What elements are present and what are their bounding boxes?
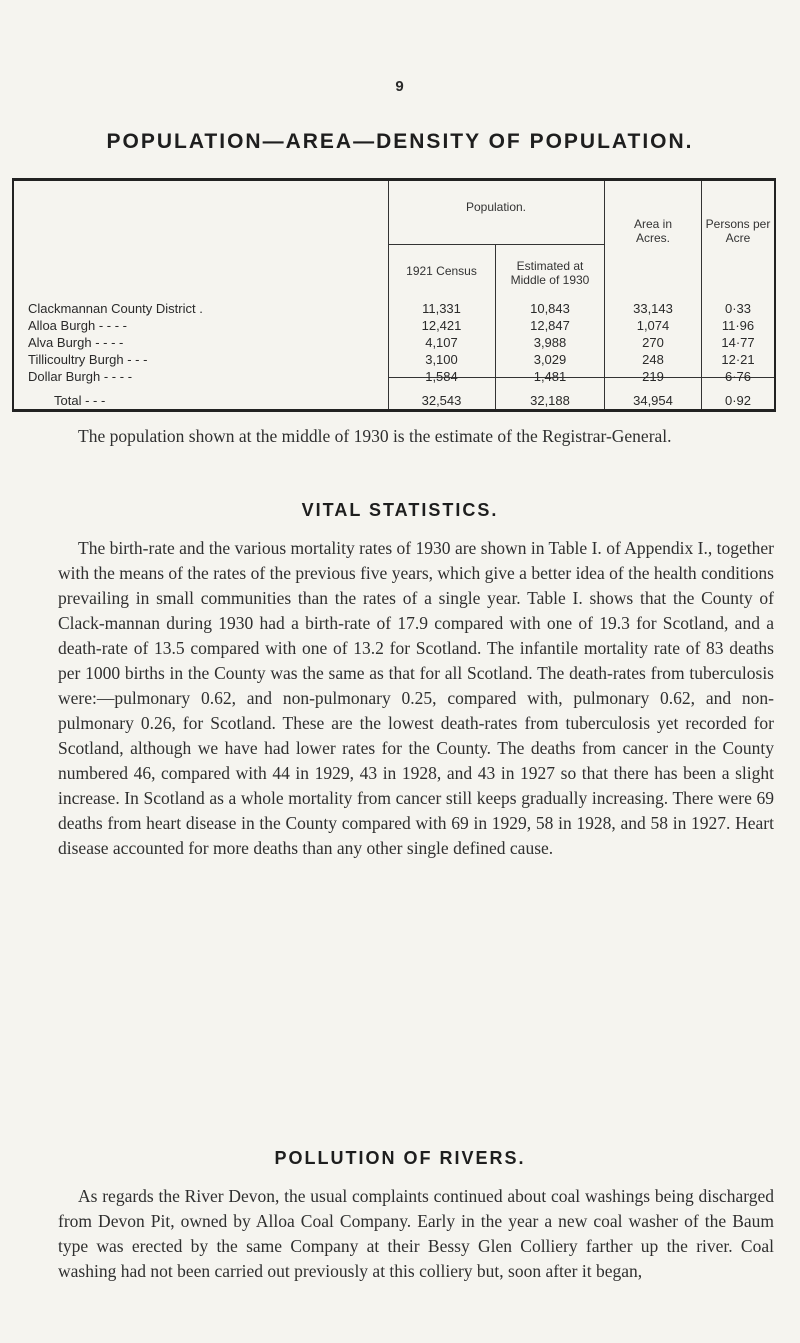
cell-estimated: 12,847 [530, 318, 570, 333]
cell-density: 11·96 [721, 318, 755, 333]
header-estimated-line1: Estimated at [516, 259, 584, 273]
cell-density: 6·76 [724, 369, 752, 384]
header-density-line2: Acre [725, 231, 751, 245]
total-estimated: 32,188 [530, 393, 570, 408]
cell-density: 0·33 [724, 301, 752, 316]
registrar-note: The population shown at the middle of 1930 is the estimate of the Registrar-General. [78, 426, 672, 446]
row-label: Alloa Burgh - - - - [28, 318, 127, 333]
row-label: Dollar Burgh - - - - [28, 369, 133, 384]
header-area-line2: Acres. [635, 231, 670, 245]
header-area-line1: Area in [633, 217, 673, 231]
vital-statistics-paragraph: The birth-rate and the various mortality rates of 1930 are shown in Table I. of Appendix I., together with the means of the rates of the previous five years, which give a better idea of the health conditions prevailing in small communities than the rates of a single year. Table I. shows that the County of Clack-mannan during 1930 had a birth-rate of 17.9 compared with one of 19.3 for Scotland, and a death-rate of 13.5 compared with one of 13.2 for Scotland. The infantile mortality rate of 83 deaths per 1000 births in the County was the same as that for all Scotland. The death-rates from tuberculosis were:—pulmonary 0.62, and non-pulmonary 0.25, compared with, pulmonary 0.62, and non-pulmonary 0.26, for Scotland. These are the lowest death-rates from tuberculosis yet recorded for Scotland, although we have had lower rates for the County. The deaths from cancer in the County numbered 46, compared with 44 in 1929, 43 in 1928, and 43 in 1927 so that there has been a slight increase. In Scotland as a whole mortality from cancer still keeps gradually increasing. There were 69 deaths from heart disease in the County compared with 69 in 1929, 58 in 1928, and 58 in 1927. Heart disease accounted for more deaths than any other single defined cause. [58, 538, 774, 858]
total-density: 0·92 [724, 393, 752, 408]
cell-estimated: 1,481 [533, 369, 567, 384]
cell-estimated: 3,029 [533, 352, 567, 367]
header-estimated-line2: Middle of 1930 [510, 273, 590, 287]
cell-census: 12,421 [421, 318, 462, 333]
cell-density: 14·77 [721, 335, 755, 350]
cell-census: 3,100 [425, 352, 458, 367]
header-density-line1: Persons per [705, 217, 771, 231]
row-label: Alva Burgh - - - - [28, 335, 124, 350]
total-area: 34,954 [633, 393, 673, 408]
header-census: 1921 Census [406, 264, 477, 278]
cell-area: 248 [642, 352, 664, 367]
cell-area: 1,074 [636, 318, 670, 333]
cell-estimated: 3,988 [533, 335, 567, 350]
cell-area: 219 [642, 369, 664, 384]
header-estimated [496, 259, 604, 287]
total-census: 32,543 [421, 393, 462, 408]
header-population: Population. [465, 200, 527, 214]
table-rule [388, 244, 604, 245]
cell-census: 11,331 [422, 301, 461, 316]
header-area [605, 217, 701, 245]
cell-area: 33,143 [633, 301, 673, 316]
header-density [702, 217, 774, 245]
cell-census: 1,584 [425, 369, 458, 384]
row-label: Tillicoultry Burgh - - - [28, 352, 148, 367]
pollution-heading: POLLUTION OF RIVERS. [274, 1148, 526, 1168]
population-table [12, 178, 776, 412]
total-label: Total - - - [54, 393, 106, 408]
cell-density: 12·21 [721, 352, 755, 367]
cell-area: 270 [642, 335, 664, 350]
cell-census: 4,107 [425, 335, 458, 350]
page-number: 9 [395, 78, 405, 95]
vital-statistics-heading: VITAL STATISTICS. [301, 500, 499, 520]
row-label: Clackmannan County District . [28, 301, 203, 316]
page-title: POPULATION—AREA—DENSITY OF POPULATION. [106, 130, 694, 153]
pollution-paragraph: As regards the River Devon, the usual complaints continued about coal washings being discharged from Devon Pit, owned by Alloa Coal Company. Early in the year a new coal washer of the Baum type was erected by the same Company at their Bessy Glen Colliery farther up the river. Coal washing had not been carried out previously at this colliery but, soon after it began, [58, 1186, 774, 1281]
cell-estimated: 10,843 [530, 301, 570, 316]
